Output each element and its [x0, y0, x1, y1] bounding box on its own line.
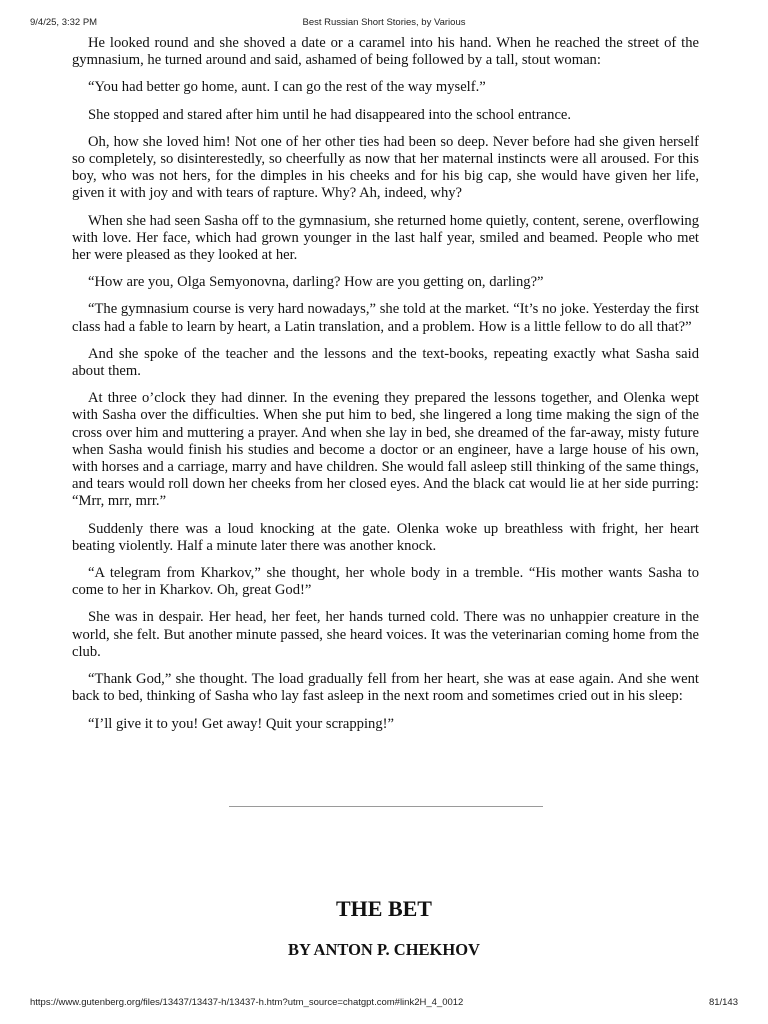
print-datetime: 9/4/25, 3:32 PM	[30, 17, 98, 28]
paragraph: “The gymnasium course is very hard nowadays,” she told at the market. “It’s no joke. Yesterday the first class had a fable to learn by heart, a Latin translation, and a problem. How is a little fellow to do all that?”	[72, 301, 699, 335]
print-document-title: Best Russian Short Stories, by Various	[302, 17, 466, 28]
paragraph: “I’ll give it to you! Get away! Quit your scrapping!”	[88, 715, 394, 732]
paragraph: Oh, how she loved him! Not one of her other ties had been so deep. Never before had she given herself so completely, so disinterestedly, so cheerfully as now that her maternal instincts were all aroused. For this boy, who was not hers, for the dimples in his cheeks and for his big cap, she would have given her life, given it with joy and with tears of rapture. Why? Ah, indeed, why?	[72, 133, 699, 202]
print-url: https://www.gutenberg.org/files/13437/13437-h/13437-h.htm?utm_source=chatgpt.com#link2H_4_0012	[30, 997, 464, 1008]
paragraph: “You had better go home, aunt. I can go the rest of the way myself.”	[88, 79, 486, 96]
paragraph: At three o’clock they had dinner. In the evening they prepared the lessons together, and Olenka wept with Sasha over the difficulties. When she put him to bed, she lingered a long time making the sign of the cross over him and muttering a prayer. And when she lay in bed, she dreamed of the far-away, misty future when Sasha would finish his studies and become a doctor or an engineer, have a large house of his own, with horses and a carriage, marry and have children. She would fall asleep still thinking of the same things, and tears would roll down her cheeks from her closed eyes. And the black cat would lie at her side purring: “Mrr, mrr, mrr.”	[72, 390, 699, 510]
print-header	[30, 17, 738, 31]
paragraph: He looked round and she shoved a date or a caramel into his hand. When he reached the street of the gymnasium, he turned around and said, ashamed of being followed by a tall, stout woman:	[72, 35, 699, 69]
paragraph: And she spoke of the teacher and the lessons and the text-books, repeating exactly what Sasha said about them.	[72, 345, 699, 380]
paragraph: “Thank God,” she thought. The load gradually fell from her heart, she was at ease again. And she went back to bed, thinking of Sasha who lay fast asleep in the next room and sometimes cried out in his sleep:	[72, 671, 699, 705]
paragraph: “A telegram from Kharkov,” she thought, her whole body in a tremble. “His mother wants Sasha to come to her in Kharkov. Oh, great God!”	[72, 565, 699, 599]
chapter-title: THE BET	[336, 896, 432, 921]
paragraph: She was in despair. Her head, her feet, her hands turned cold. There was no unhappier creature in the world, she felt. But another minute passed, she heard voices. It was the veterinarian coming home from the club.	[72, 609, 699, 660]
section-divider	[229, 806, 543, 807]
print-footer	[30, 997, 738, 1011]
page-number: 81/143	[708, 997, 738, 1008]
story-text	[72, 35, 699, 743]
paragraph: She stopped and stared after him until he had disappeared into the school entrance.	[88, 106, 572, 123]
paragraph: When she had seen Sasha off to the gymnasium, she returned home quietly, content, serene, overflowing with love. Her face, which had grown younger in the last half year, smiled and beamed. People who met her were pleased as they looked at her.	[72, 212, 699, 264]
paragraph: Suddenly there was a loud knocking at the gate. Olenka woke up breathless with fright, her heart beating violently. Half a minute later there was another knock.	[72, 520, 699, 554]
paragraph: “How are you, Olga Semyonovna, darling? How are you getting on, darling?”	[88, 274, 544, 291]
chapter-author: BY ANTON P. CHEKHOV	[288, 940, 480, 959]
